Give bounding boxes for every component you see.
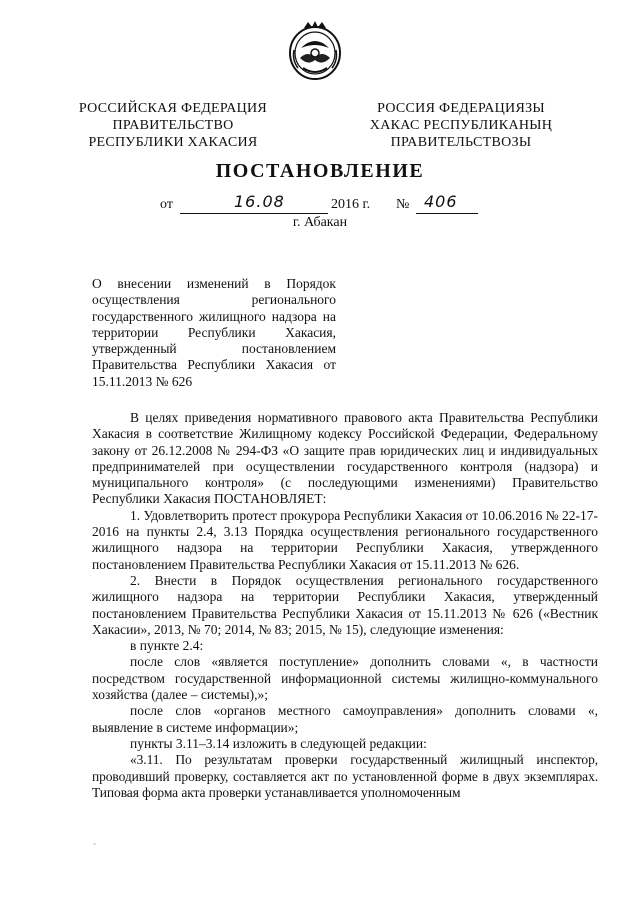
handwritten-number: 406	[424, 192, 458, 211]
header-left	[62, 100, 284, 151]
number-underline	[416, 213, 478, 214]
body-paragraph: «3.11. По результатам проверки государственный жилищный инспектор, проводивший проверку, составляется акт по установленной форме в двух экземплярах. Типовая форма акта проверки устанавливается уполномоченным	[92, 752, 598, 800]
document-title: ПОСТАНОВЛЕНИЕ	[215, 160, 425, 182]
number-sign: №	[396, 197, 410, 212]
body-paragraph: 1. Удовлетворить протест прокурора Республики Хакасия от 10.06.2016 № 22-17-2016 на пункты 2.4, 3.13 Порядка осуществления регионального государственного жилищного надзора на территории Республики Хакасия, утвержденного постановлением Правительства Республики Хакасия от 15.11.2013 № 626.	[92, 507, 598, 572]
header-right	[350, 100, 572, 151]
body-paragraph: после слов «органов местного самоуправления» дополнить словами «, выявление в системе информации»;	[92, 703, 598, 735]
header-left-line: РЕСПУБЛИКИ ХАКАСИЯ	[88, 135, 258, 150]
body-paragraph: В целях приведения нормативного правового акта Правительства Республики Хакасия в соответствие Жилищному кодексу Российской Федерации, Федеральному закону от 26.12.2008 № 294-ФЗ «О защите прав юридических лиц и индивидуальных предпринимателей при осуществлении государственного контроля (надзора) и муниципального контроля» (с последующими изменениями) Правительство Республики Хакасия ПОСТАНОВЛЯЕТ:	[92, 410, 598, 507]
year-label: 2016 г.	[331, 197, 371, 212]
header-right-line: ХАКАС РЕСПУБЛИКАНЫҢ	[369, 118, 553, 133]
body-paragraph: после слов «является поступление» дополнить словами «, в частности посредством государственной информационной системы жилищно-коммунального хозяйства (далее – системы),»;	[92, 654, 598, 703]
header-left-line: ПРАВИТЕЛЬСТВО	[112, 118, 234, 133]
header-right-line: РОССИЯ ФЕДЕРАЦИЯЗЫ	[377, 101, 545, 116]
header-left-line: РОССИЙСКАЯ ФЕДЕРАЦИЯ	[78, 101, 268, 116]
document-body	[92, 410, 598, 801]
page-mark: `	[93, 843, 97, 854]
city-label: г. Абакан	[292, 215, 348, 230]
body-paragraph: 2. Внести в Порядок осуществления регионального государственного жилищного надзора на территории Республики Хакасия, утвержденный постановлением Правительства Республики Хакасия от 15.11.2013 № 626 («Вестник Хакасии», 2013, № 70; 2014, № 83; 2015, № 15), следующие изменения:	[92, 572, 598, 637]
date-prefix: от	[160, 197, 173, 212]
body-paragraph: пункты 3.11–3.14 изложить в следующей редакции:	[130, 735, 427, 751]
body-paragraph: в пункте 2.4:	[130, 638, 204, 654]
date-number-line	[0, 192, 640, 217]
coat-of-arms-icon	[286, 20, 344, 82]
date-underline	[180, 213, 328, 214]
header-right-line: ПРАВИТЕЛЬСТВОЗЫ	[390, 135, 532, 150]
subject-block: О внесении изменений в Порядок осуществления регионального государственного жилищного надзора на территории Республики Хакасия, утвержденный постановлением Правительства Республики Хакасия от 15.11.2013 № 626	[92, 276, 336, 389]
handwritten-date: 16.08	[234, 192, 285, 211]
